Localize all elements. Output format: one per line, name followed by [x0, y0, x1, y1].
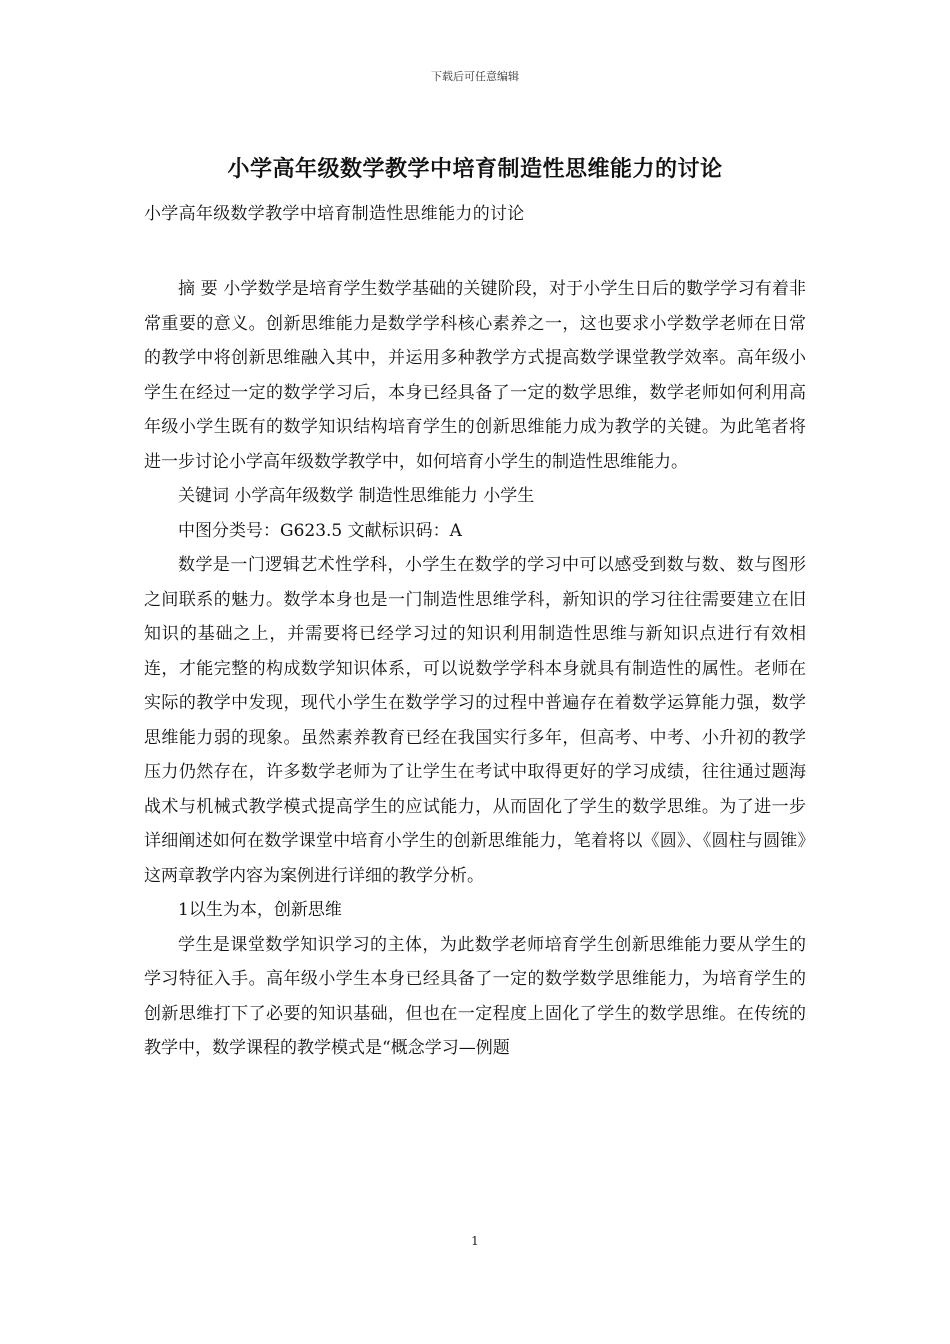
- keywords-line: 关键词 小学高年级数学 制造性思维能力 小学生: [178, 486, 535, 506]
- section-paragraph: 学生是课堂数学知识学习的主体，为此数学老师培育学生创新思维能力要从学生的学习特征入手。高年级小学生本身已经具备了一定的数学数学思维能力，为培育学生的创新思维打下了必要的知识基础，但也在一定程度上固化了学生的数学思维。在传统的教学中，数学课程的教学模式是“概念学习—例题: [144, 934, 806, 1058]
- document-body: [144, 272, 806, 1066]
- abstract-paragraph: 摘 要 小学数学是培育学生数学基础的关键阶段，对于小学生日后的數学学习有着非常重要的意义。创新思维能力是数学学科核心素养之一，这也要求小学数学老师在日常的教学中将创新思维融入其中，并运用多种教学方式提高数学课堂教学效率。高年级小学生在经过一定的数学学习后，本身已经具备了一定的数学思维，数学老师如何利用高年级小学生既有的数学知识结构培育学生的创新思维能力成为教学的关键。为此笔者将进一步讨论小学高年级数学教学中，如何培育小学生的制造性思维能力。: [144, 279, 806, 472]
- intro-paragraph: 数学是一门逻辑艺术性学科，小学生在数学的学习中可以感受到数与数、数与图形之间联系的魅力。数学本身也是一门制造性思维学科，新知识的学习往往需要建立在旧知识的基础之上，并需要将已经学习过的知识利用制造性思维与新知识点进行有效相连，才能完整的构成数学知识体系，可以说数学学科本身就具有制造性的属性。老师在实际的教学中发现，现代小学生在数学学习的过程中普遍存在着数学运算能力强，数学思维能力弱的现象。虽然素养教育已经在我国实行多年，但高考、中考、小升初的教学压力仍然存在，许多数学老师为了让学生在考试中取得更好的学习成绩，往往通过题海战术与机械式教学模式提高学生的应试能力，从而固化了学生的数学思维。为了进一步详细阐述如何在数学课堂中培育小学生的创新思维能力，笔着将以《圆》、《圆柱与圆锥》这两章教学内容为案例进行详细的教学分析。: [144, 555, 806, 886]
- classification-line: 中图分类号：G623.5 文献标识码：A: [178, 520, 462, 541]
- document-title: 小学高年级数学教学中培育制造性思维能力的讨论: [227, 157, 723, 182]
- header-note: 下载后可任意编辑: [431, 70, 519, 83]
- section-heading: 1以生为本，创新思维: [178, 900, 342, 920]
- page-number: 1: [471, 1234, 479, 1248]
- document-subtitle: 小学高年级数学教学中培育制造性思维能力的讨论: [144, 204, 525, 224]
